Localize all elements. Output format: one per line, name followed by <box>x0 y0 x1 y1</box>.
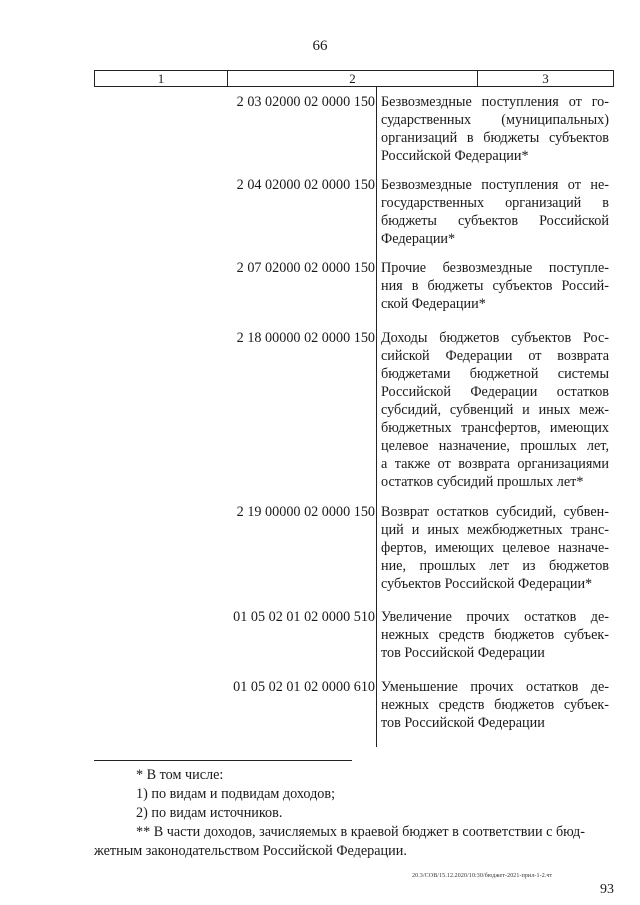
classification-code: 2 03 02000 02 0000 150 <box>236 94 375 110</box>
description-line: Увеличение прочих остатков де- <box>381 609 609 625</box>
classification-code: 2 19 00000 02 0000 150 <box>236 504 375 520</box>
description-line: Российской Федерации остатков <box>381 384 609 400</box>
description-line: сийской Федерации от возврата <box>381 348 609 364</box>
description-line: Прочие безвозмездные поступле- <box>381 260 609 276</box>
description-line: Безвозмездные поступления от го- <box>381 94 609 110</box>
row-description <box>381 678 609 732</box>
description-line: Федерации* <box>381 231 456 247</box>
classification-code: 01 05 02 01 02 0000 510 <box>233 609 375 625</box>
description-line: субъектов Российской Федерации* <box>381 576 593 592</box>
description-line: ской Федерации* <box>381 296 486 312</box>
description-line: организаций в бюджеты субъектов <box>381 130 609 146</box>
footnote-text: 1) по видам и подвидам доходов; <box>136 786 336 802</box>
row-description <box>381 176 609 248</box>
description-line: фертов, имеющих целевое назначе- <box>381 540 609 556</box>
description-line: сударственных (муниципальных) <box>381 112 609 128</box>
footnote-text: ** В части доходов, зачисляемых в краевой бюджет в соответствии с бюд- <box>136 824 586 840</box>
description-line: бюджетами бюджетной системы <box>381 366 609 382</box>
classification-code: 2 18 00000 02 0000 150 <box>236 330 375 346</box>
description-line: Уменьшение прочих остатков де- <box>381 679 609 695</box>
footnote-text: жетным законодательством Российской Федерации. <box>94 843 407 859</box>
description-line: целевое назначение, прошлых лет, <box>381 438 609 454</box>
header-col-1: 1 <box>95 71 228 86</box>
description-line: ния в бюджеты субъектов Россий- <box>381 278 609 294</box>
description-line: тов Российской Федерации <box>381 715 545 731</box>
footnote-divider <box>94 760 352 761</box>
description-line: Российской Федерации* <box>381 148 529 164</box>
classification-code: 2 07 02000 02 0000 150 <box>236 260 375 276</box>
description-line: ние, прошлых лет из бюджетов <box>381 558 609 574</box>
description-line: бюджеты субъектов Российской <box>381 213 609 229</box>
footnotes <box>94 766 614 861</box>
page-number-top: 66 <box>312 38 328 54</box>
classification-code: 2 04 02000 02 0000 150 <box>236 177 375 193</box>
description-line: Доходы бюджетов субъектов Рос- <box>381 330 609 346</box>
description-line: тов Российской Федерации <box>381 645 545 661</box>
header-col-3: 3 <box>542 70 549 86</box>
description-line: Безвозмездные поступления от не- <box>381 177 609 193</box>
description-line: государственных организаций в <box>381 195 609 211</box>
description-line: нежных средств бюджетов субъек- <box>381 697 609 713</box>
description-line: остатков субсидий прошлых лет* <box>381 474 584 490</box>
description-line: ций и иных межбюджетных транс- <box>381 522 609 538</box>
row-description <box>381 503 609 593</box>
table-header <box>94 70 614 87</box>
header-col-2: 2 <box>228 71 478 86</box>
description-line: а также от возврата организациями <box>381 456 609 472</box>
row-description <box>381 93 609 165</box>
description-line: субсидий, субвенций и иных меж- <box>381 402 609 418</box>
classification-code: 01 05 02 01 02 0000 610 <box>233 679 375 695</box>
description-line: Возврат остатков субсидий, субвен- <box>381 504 609 520</box>
column-divider <box>376 87 377 747</box>
row-description <box>381 329 609 491</box>
row-description <box>381 608 609 662</box>
description-line: нежных средств бюджетов субъек- <box>381 627 609 643</box>
page-number-bottom: 93 <box>600 882 614 897</box>
row-description <box>381 259 609 313</box>
footnote-text: 2) по видам источников. <box>136 805 283 821</box>
description-line: бюджетных трансфертов, имеющих <box>381 420 609 436</box>
document-stamp: 20.3/СОВ/15.12.2020/10:30/бюджет-2021-прил-1-2.чт <box>412 873 553 879</box>
footnote-text: * В том числе: <box>136 767 224 783</box>
